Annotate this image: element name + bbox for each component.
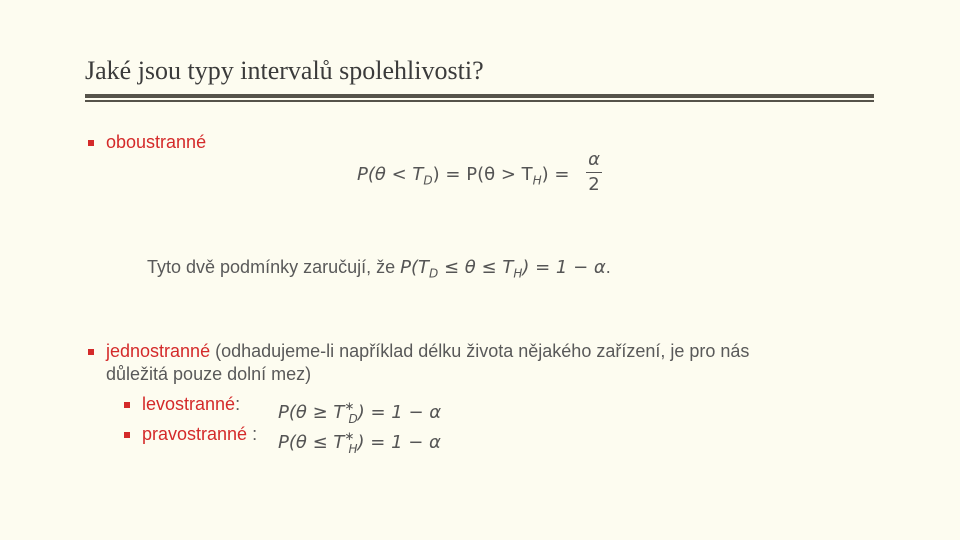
jednostranne-line2: důležitá pouze dolní mez)	[106, 364, 312, 384]
levostranne-label: levostranné	[142, 394, 236, 414]
formula-part: P(θ ≤ T	[278, 432, 345, 453]
formula-sub: H	[348, 441, 358, 456]
formula-part: P(T	[400, 257, 429, 278]
bullet-jednostranne	[88, 349, 94, 355]
note-prefix: Tyto dvě podmínky zaručují, že	[147, 257, 401, 277]
formula-part: ) =	[541, 164, 570, 185]
formula-part: ≤ θ ≤ T	[438, 257, 514, 278]
title-rule-thick	[85, 94, 874, 98]
formula-sup: ∗	[344, 399, 355, 413]
two-sided-note	[147, 256, 611, 285]
formula-part: P(θ ≥ T	[278, 402, 345, 423]
formula-sup: ∗	[344, 429, 355, 443]
formula-part: ) = 1 − α	[522, 257, 606, 278]
formula-part: ) = P(θ > T	[432, 164, 533, 185]
levostranne-sep: :	[235, 394, 241, 414]
right-sided-formula	[278, 425, 441, 460]
bullet-oboustranne	[88, 140, 94, 146]
two-sided-formula	[357, 164, 570, 192]
formula-sub: H	[513, 266, 523, 281]
formula-sub: D	[348, 411, 358, 426]
pravostranne-label: pravostranné	[142, 424, 248, 444]
formula-sub: D	[423, 173, 433, 188]
fraction-denominator: 2	[588, 174, 600, 195]
formula-part: ) = 1 − α	[357, 402, 442, 423]
pravostranne-line	[142, 423, 257, 445]
slide-title: Jaké jsou typy intervalů spolehlivosti?	[85, 56, 484, 85]
formula-part: P(θ < T	[357, 164, 424, 185]
fraction-bar	[586, 172, 602, 173]
fraction-numerator: α	[588, 149, 600, 170]
jednostranne-label: jednostranné	[106, 341, 211, 361]
note-formula	[400, 257, 606, 281]
bullet-pravostranne	[124, 432, 130, 438]
levostranne-line	[142, 393, 240, 415]
oboustranne-label: oboustranné	[106, 132, 207, 152]
title-rule-thin	[85, 100, 874, 102]
formula-sub: H	[532, 173, 542, 188]
pravostranne-sep: :	[247, 424, 258, 444]
jednostranne-desc: (odhadujeme-li například délku života nějakého zařízení, je pro nás	[210, 341, 750, 361]
jednostranne-line1	[106, 340, 749, 362]
bullet-levostranne	[124, 402, 130, 408]
formula-part: ) = 1 − α	[357, 432, 441, 453]
alpha-over-2-fraction	[586, 150, 602, 195]
note-suffix: .	[605, 257, 611, 277]
formula-sub: D	[429, 266, 439, 281]
